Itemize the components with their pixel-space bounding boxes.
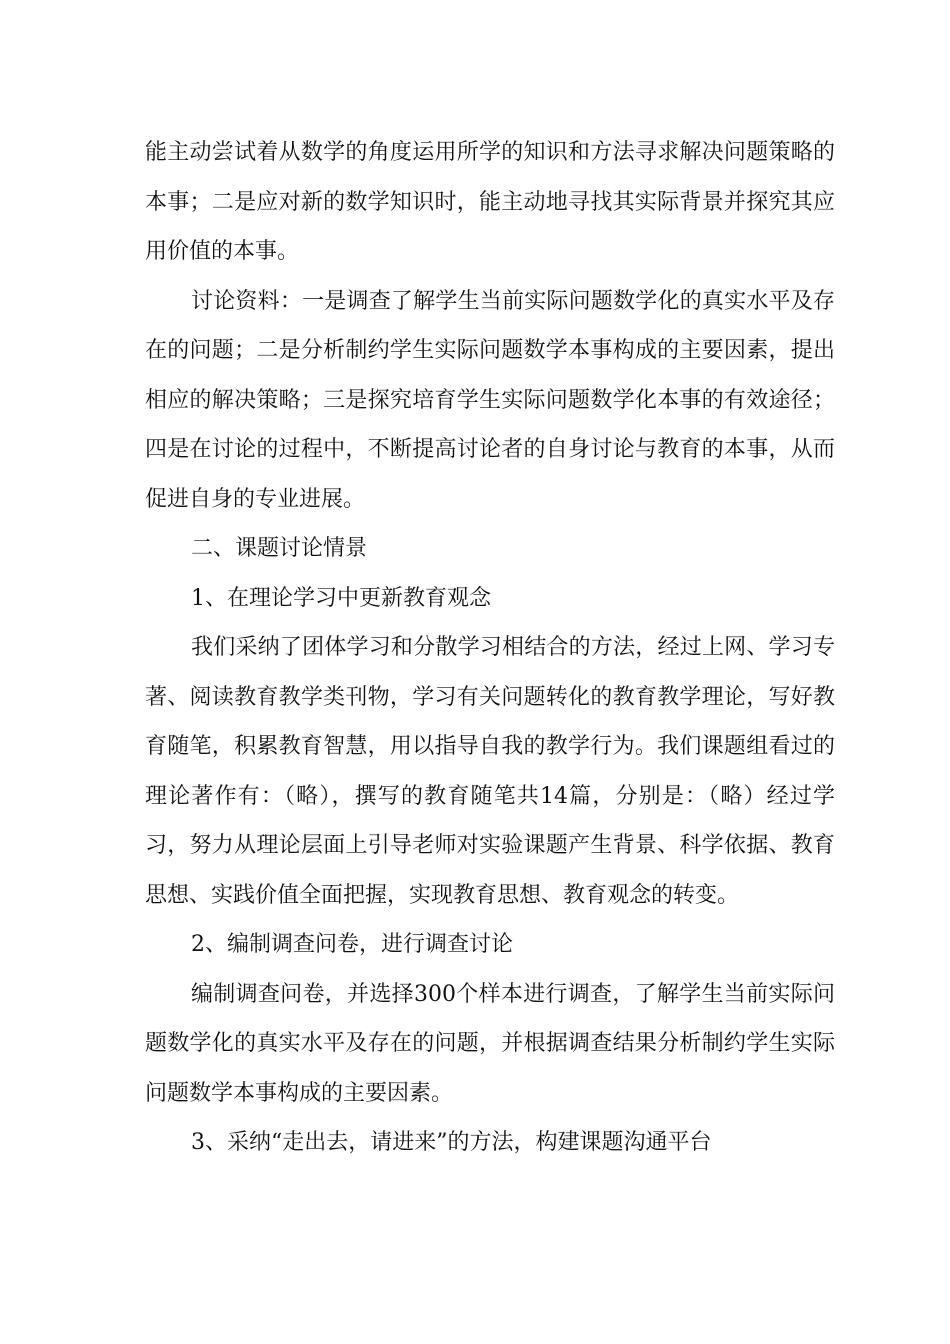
subheading-3: 3、采纳“走出去，请进来”的方法，构建课题沟通平台 [191,1130,712,1155]
document-body [145,128,835,1168]
paragraph-3: 我们采纳了团体学习和分散学习相结合的方法，经过上网、学习专著、阅读教育教学类刊物，学习有关问题转化的教育教学理论，写好教育随笔，积累教育智慧，用以指导自我的教学行为。我们课题组看过的理论著作有：（略），撰写的教育随笔共14篇，分别是：（略）经过学习，努力从理论层面上引导老师对实验课题产生背景、科学依据、教育思想、实践价值全面把握，实现教育思想、教育观念的转变。 [145,635,835,908]
subheading-2: 2、编制调查问卷，进行调查讨论 [191,932,513,957]
section-heading-2: 二、课题讨论情景 [191,536,368,561]
subheading-1: 1、在理论学习中更新教育观念 [191,585,491,611]
paragraph-1: 能主动尝试着从数学的角度运用所学的知识和方法寻求解决问题策略的本事；二是应对新的数学知识时，能主动地寻找其实际背景并探究其应用价值的本事。 [145,140,835,264]
paragraph-4: 编制调查问卷，并选择300个样本进行调查，了解学生当前实际问题数学化的真实水平及存在的问题，并根据调查结果分析制约学生实际问题数学本事构成的主要因素。 [145,981,835,1106]
paragraph-2: 讨论资料：一是调查了解学生当前实际问题数学化的真实水平及存在的问题；二是分析制约学生实际问题数学本事构成的主要因素，提出相应的解决策略；三是探究培育学生实际问题数学化本事的有效途径；四是在讨论的过程中，不断提高讨论者的自身讨论与教育的本事，从而促进自身的专业进展。 [145,288,835,512]
